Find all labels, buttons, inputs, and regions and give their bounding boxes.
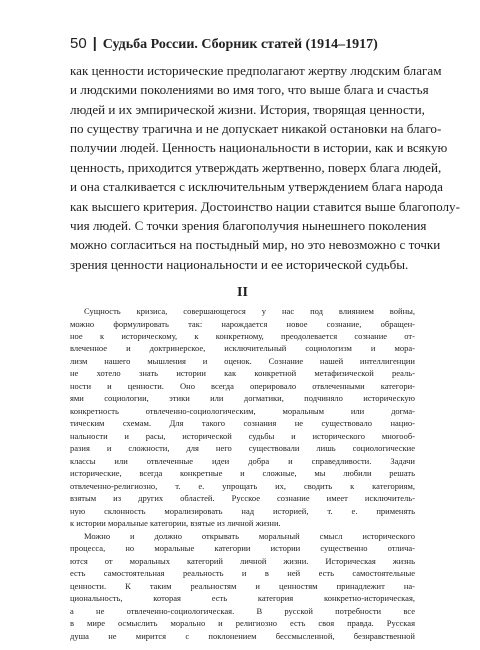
text-line: нальности и расы, исторической судьбы и исторического многооб-: [70, 430, 415, 441]
text-line: не хотело знать истории как конкретной метафизической реаль-: [70, 368, 415, 379]
text-line: ности и ценности. Оно всегда оперировало отвлеченными категори-: [70, 380, 415, 391]
section-heading: II: [237, 285, 248, 300]
text-line: можно согласиться на постыдный мир, но это невозможно с точки: [70, 237, 441, 253]
text-line: зрения ценности национальности и ее исторической судьбы.: [70, 256, 409, 272]
text-line: исторические, всегда конкретные и сложные, мы любили решать: [70, 468, 415, 479]
text-line: классы или отвлеченные идеи добра и справедливости. Задачи: [70, 455, 415, 466]
text-line: и она сталкивается с исключительным утверждением блага народа: [70, 179, 443, 195]
text-line: чия людей. С точки зрения благополучия нынешнего поколения: [70, 217, 427, 233]
text-line: процесса, но моральные категории истории существенно отлича-: [70, 543, 415, 554]
text-line: как высшего критерия. Достоинство нации ставится выше благополу-: [70, 198, 460, 214]
text-line: отвлеченно-религиозно, т. е. упрощать их, сводить к категориям,: [70, 480, 415, 491]
page-number: 50: [70, 35, 87, 52]
text-line: ное к историческому, к конкретному, преодолевается сознание от-: [70, 331, 415, 341]
text-line: разия и сложности, для него существовали лишь социологические: [70, 443, 415, 454]
text-line: влеченное и доктринерское, исключительный социологизм и мора-: [70, 343, 415, 354]
text-line: тическим схемам. Для такого сознания не существовало нацио-: [70, 418, 415, 429]
text-line: в мире осмыслить морально и религиозно есть своя правда. Русская: [70, 618, 415, 628]
text-line: по существу трагична и не допускает никакой остановки на благо-: [70, 121, 442, 137]
text-line: людей и их эмпирической жизни. История, творящая ценности,: [70, 101, 425, 117]
text-line: получии людей. Ценность национальности в истории, как и всякую: [70, 140, 448, 156]
text-line: можно формулировать так: нарождается новое сознание, обращен-: [70, 318, 415, 329]
running-title: Судьба России. Сборник статей (1914–1917): [102, 37, 378, 52]
header-separator: |: [92, 36, 97, 52]
text-line: ценности. К таким реальностям и ценностям принадлежит на-: [70, 580, 415, 591]
text-line: Сущность кризиса, совершающегося у нас под влиянием войны,: [84, 306, 415, 316]
text-line: ями социологии, этики или догматики, подчиняло историческую: [70, 393, 415, 404]
text-line: и людскими поколениями во имя того, что выше блага и счастья: [70, 82, 429, 98]
text-line: к истории моральные категории, взятые из личной жизни.: [70, 518, 281, 529]
text-line: душа не мирится с поклонением бессмысленной, безнравственной: [70, 630, 415, 641]
running-header: [70, 35, 415, 55]
text-line: циональность, которая есть категория конкретно-историческая,: [70, 593, 415, 604]
text-line: взятым из других областей. Русское сознание имеет исключитель-: [70, 493, 415, 504]
text-line: как ценности исторические предполагают жертву людским благам: [70, 63, 442, 78]
text-line: а не отвлеченно-социологическая. В русской потребности все: [70, 605, 415, 616]
text-line: конкретность отвлеченно-социологическим, моральным или догма-: [70, 405, 415, 416]
text-line: ценность, приходится утверждать жертвенно, поверх блага людей,: [70, 159, 442, 175]
text-line: ную склонность морализировать над историей, т. е. применять: [70, 505, 415, 516]
text-line: есть самостоятельная реальность и в ней есть самостоятельные: [70, 568, 415, 579]
text-line: ются от моральных категорий личной жизни. Историческая жизнь: [70, 555, 415, 566]
text-line: Можно и должно открывать моральный смысл исторического: [84, 530, 415, 541]
text-line: лизм нашего мышления и оценок. Сознание нашей интеллигенции: [70, 355, 415, 366]
